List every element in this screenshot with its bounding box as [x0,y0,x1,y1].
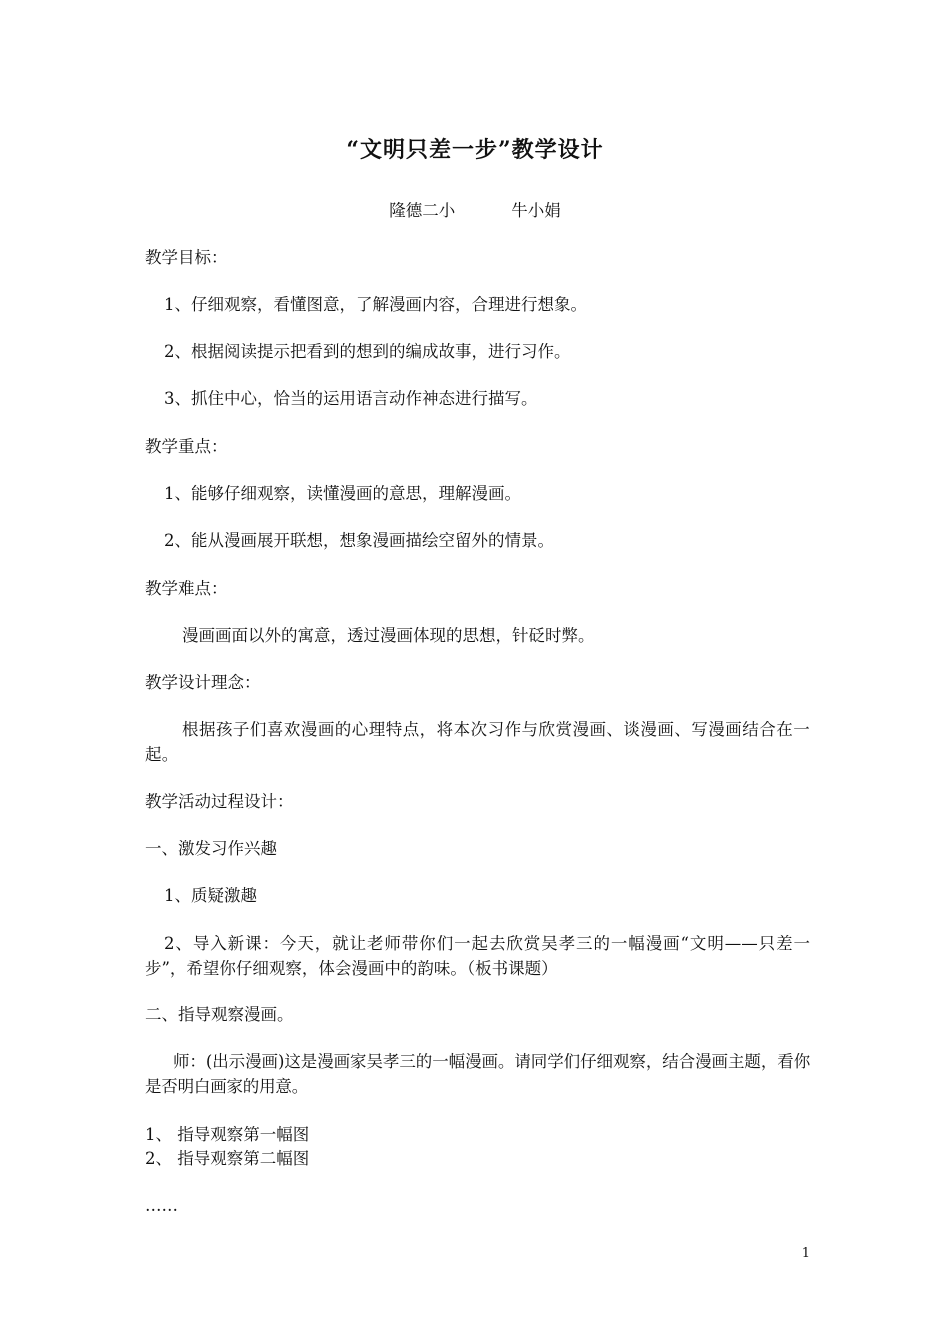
goal-item: 3、抓住中心，恰当的运用语言动作神态进行描写。 [164,389,538,408]
author-name: 牛小娟 [511,201,561,220]
document-title: “文明只差一步”教学设计 [346,137,604,163]
keypoint-item: 2、能从漫画展开联想，想象漫画描绘空留外的情景。 [164,531,554,550]
part1-heading: 一、激发习作兴趣 [145,839,277,858]
goals-heading: 教学目标： [145,248,228,267]
keypoint-item: 1、能够仔细观察，读懂漫画的意思，理解漫画。 [164,484,521,503]
byline [0,197,950,221]
part2-step: 1、 指导观察第一幅图 [145,1125,310,1144]
concept-text: 根据孩子们喜欢漫画的心理特点，将本次习作与欣赏漫画、谈漫画、写漫画结合在一起。 [145,720,810,764]
part1-item: 1、质疑激趣 [164,886,257,905]
part1-item: 2、导入新课：今天，就让老师带你们一起去欣赏吴孝三的一幅漫画“文明——只差一步”，希望你仔细观察，体会漫画中的韵味。（板书课题） [145,934,810,978]
part2-heading: 二、指导观察漫画。 [145,1005,294,1024]
goal-item: 1、仔细观察，看懂图意，了解漫画内容，合理进行想象。 [164,295,587,314]
page-number: 1 [801,1246,810,1261]
difficulty-text: 漫画画面以外的寓意，透过漫画体现的思想，针砭时弊。 [182,626,595,645]
process-heading: 教学活动过程设计： [145,792,294,811]
part2-text: 师：(出示漫画)这是漫画家吴孝三的一幅漫画。请同学们仔细观察，结合漫画主题，看你是否明白画家的用意。 [145,1052,810,1096]
keypoints-heading: 教学重点： [145,437,228,456]
goal-item: 2、根据阅读提示把看到的想到的编成故事，进行习作。 [164,342,571,361]
ellipsis: …… [145,1196,178,1215]
part2-step: 2、 指导观察第二幅图 [145,1149,310,1168]
concept-heading: 教学设计理念： [145,673,261,692]
difficulty-heading: 教学难点： [145,579,228,598]
school-name: 隆德二小 [389,201,456,220]
